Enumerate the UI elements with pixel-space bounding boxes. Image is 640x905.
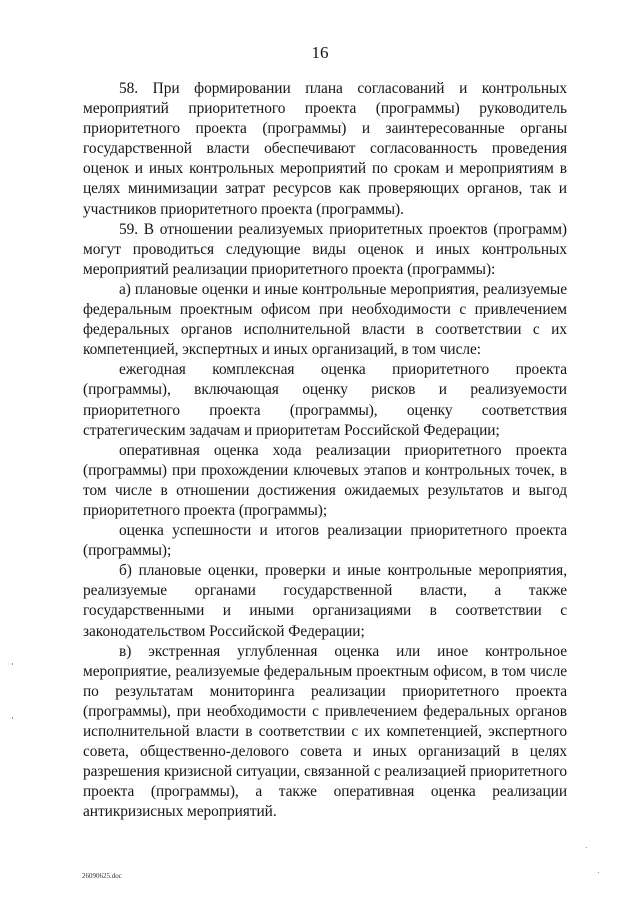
paragraph-59-a: а) плановые оценки и иные контрольные мероприятия, реализуемые федеральным проектным офисом при необходимости с привлечением федеральных органов исполнительной власти в соответствии с их компетенцией, экспертных и иных организаций, в том числе:: [83, 280, 567, 359]
scan-speck: [12, 663, 13, 665]
paragraph-59-c: в) экстренная углубленная оценка или иное контрольное мероприятие, реализуемые федеральным проектным офисом, в том числе по результатам мониторинга реализации приоритетного проекта (программы), при необходимости с привлечением федеральных органов исполнительной власти в соответствии с их компетенцией, экспертного совета, общественно-делового совета и иных организаций в целях разрешения кризисной ситуации, связанной с реализацией приоритетного проекта (программы), а также оперативная оценка реализации антикризисных мероприятий.: [83, 642, 567, 821]
scan-speck: [586, 847, 587, 848]
paragraph-59-a-operational-assessment: оперативная оценка хода реализации приоритетного проекта (программы) при прохождении ключевых этапов и контрольных точек, в том числе в отношении достижения ожидаемых результатов и выгод приоритетного проекта (программы);: [83, 441, 567, 519]
scan-speck: [12, 717, 13, 719]
paragraph-58: 58. При формировании плана согласований и контрольных мероприятий приоритетного проекта (программы) руководитель приоритетного проекта (программы) и заинтересованные органы государственной власти обеспечивают согласованность проведения оценок и иных контрольных мероприятий по срокам и мероприятиям в целях минимизации затрат ресурсов как проверяющих органов, так и участников приоритетного проекта (программы).: [83, 80, 567, 218]
paragraph-59-a-success-assessment: оценка успешности и итогов реализации приоритетного проекта (программы);: [83, 522, 567, 560]
paragraph-59-b: б) плановые оценки, проверки и иные контрольные мероприятия, реализуемые органами государственной власти, а также государственными и иными организациями в соответствии с законодательством Российской Федерации;: [83, 562, 567, 640]
scan-speck: [598, 872, 599, 873]
document-code: 26090625.doc: [82, 872, 122, 880]
page-number: 16: [311, 43, 329, 62]
paragraph-59: 59. В отношении реализуемых приоритетных проектов (программ) могут проводиться следующие виды оценок и иных контрольных мероприятий реализации приоритетного проекта (программы):: [83, 220, 567, 278]
document-body: [83, 79, 567, 822]
paragraph-59-a-annual-assessment: ежегодная комплексная оценка приоритетного проекта (программы), включающая оценку рисков и реализуемости приоритетного проекта (программы), оценку соответствия стратегическим задачам и приоритетам Российской Федерации;: [83, 361, 567, 439]
